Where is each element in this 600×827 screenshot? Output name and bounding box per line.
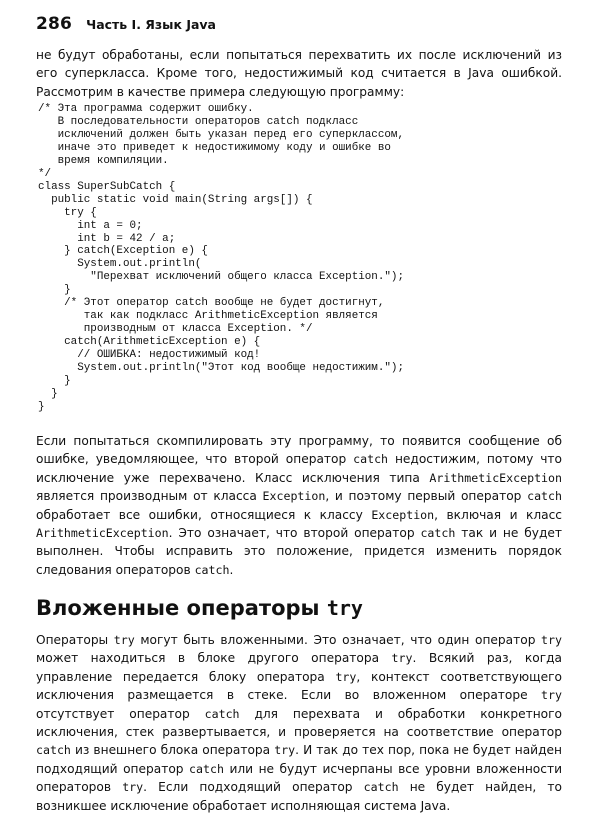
running-title: Часть I. Язык Java (86, 17, 216, 32)
inline-code: try (541, 688, 562, 703)
inline-code: try (541, 633, 562, 647)
inline-code: catch (527, 489, 562, 504)
heading-code: try (326, 596, 363, 620)
inline-code: try (113, 633, 135, 647)
inline-code: try (335, 669, 357, 684)
page-number: 286 (36, 14, 73, 34)
section-heading: Вложенные операторы try (36, 596, 363, 620)
code-listing: /* Эта программа содержит ошибку. В последовательности операторов catch подкласс исключений должен быть указан перед его суперклассом, иначе это приведет к недостижимому коду и ошибке во время компиляции. */ class SuperSubCatch { public static void main(String args[]) { try { int a = 0; int b = 42 / a; } catch(Exception e) { System.out.println( "Перехват исключений общего класса Exception."); } /* Этот оператор catch вообще не будет достигнут, так как подкласс ArithmeticException является производным от класса Exception. */ catch(ArithmeticException e) { // ОШИБКА: недостижимый код! System.out.println("Этот код вообще недостижим."); } } } (38, 103, 404, 413)
inline-code: Exception (262, 489, 326, 504)
inline-code: catch (420, 526, 456, 541)
inline-code: Exception (371, 507, 435, 522)
page-header (36, 14, 216, 34)
inline-code: catch (189, 761, 224, 776)
inline-code: catch (204, 706, 240, 721)
inline-code: try (391, 651, 413, 666)
inline-code: ArithmeticException (429, 470, 562, 485)
inline-code: try (274, 743, 296, 758)
inline-code: ArithmeticException (36, 526, 169, 541)
inline-code: catch (36, 743, 71, 758)
paragraph-intro: не будут обработаны, если попытаться перехватить их после исключений из его суперкласса. Кроме того, недостижимый код считается в Java ошибкой. Рассмотрим в качестве примера следующую программу: (36, 48, 562, 99)
paragraph-compile-error: Если попытаться скомпилировать эту программу, то появится сообщение об ошибке, уведомляющее, что второй оператор catch недостижим, потому что исключение уже перехвачено. Класс исключения типа ArithmeticException является производным от класса Exception, и поэтому первый оператор catch обработает все ошибки, относящиеся к классу Exception, включая и класс ArithmeticException. Это означает, что второй оператор catch так и не будет выполнен. Чтобы исправить это положение, придется изменить порядок следования операторов catch. (36, 434, 562, 577)
inline-code: catch (353, 452, 389, 467)
inline-code: catch (363, 780, 399, 795)
inline-code: try (122, 780, 144, 795)
inline-code: catch (194, 562, 230, 577)
paragraph-nested-try: Операторы try могут быть вложенными. Это означает, что один оператор try может находиться в блоке другого оператора try. Всякий раз, когда управление передается блоку оператора try, контекст соответствующего исключения размещается в стеке. Если во вложенном операторе try отсутствует оператор catch для перехвата и обработки конкретного исключения, стек развертывается, и проверяется на соответствие оператор catch из внешнего блока оператора try. И так до тех пор, пока не будет найден подходящий оператор catch или не будут исчерпаны все уровни вложенности операторов try. Если подходящий оператор catch не будет найден, то возникшее исключение обработает исполняющая система Java. (36, 633, 563, 813)
